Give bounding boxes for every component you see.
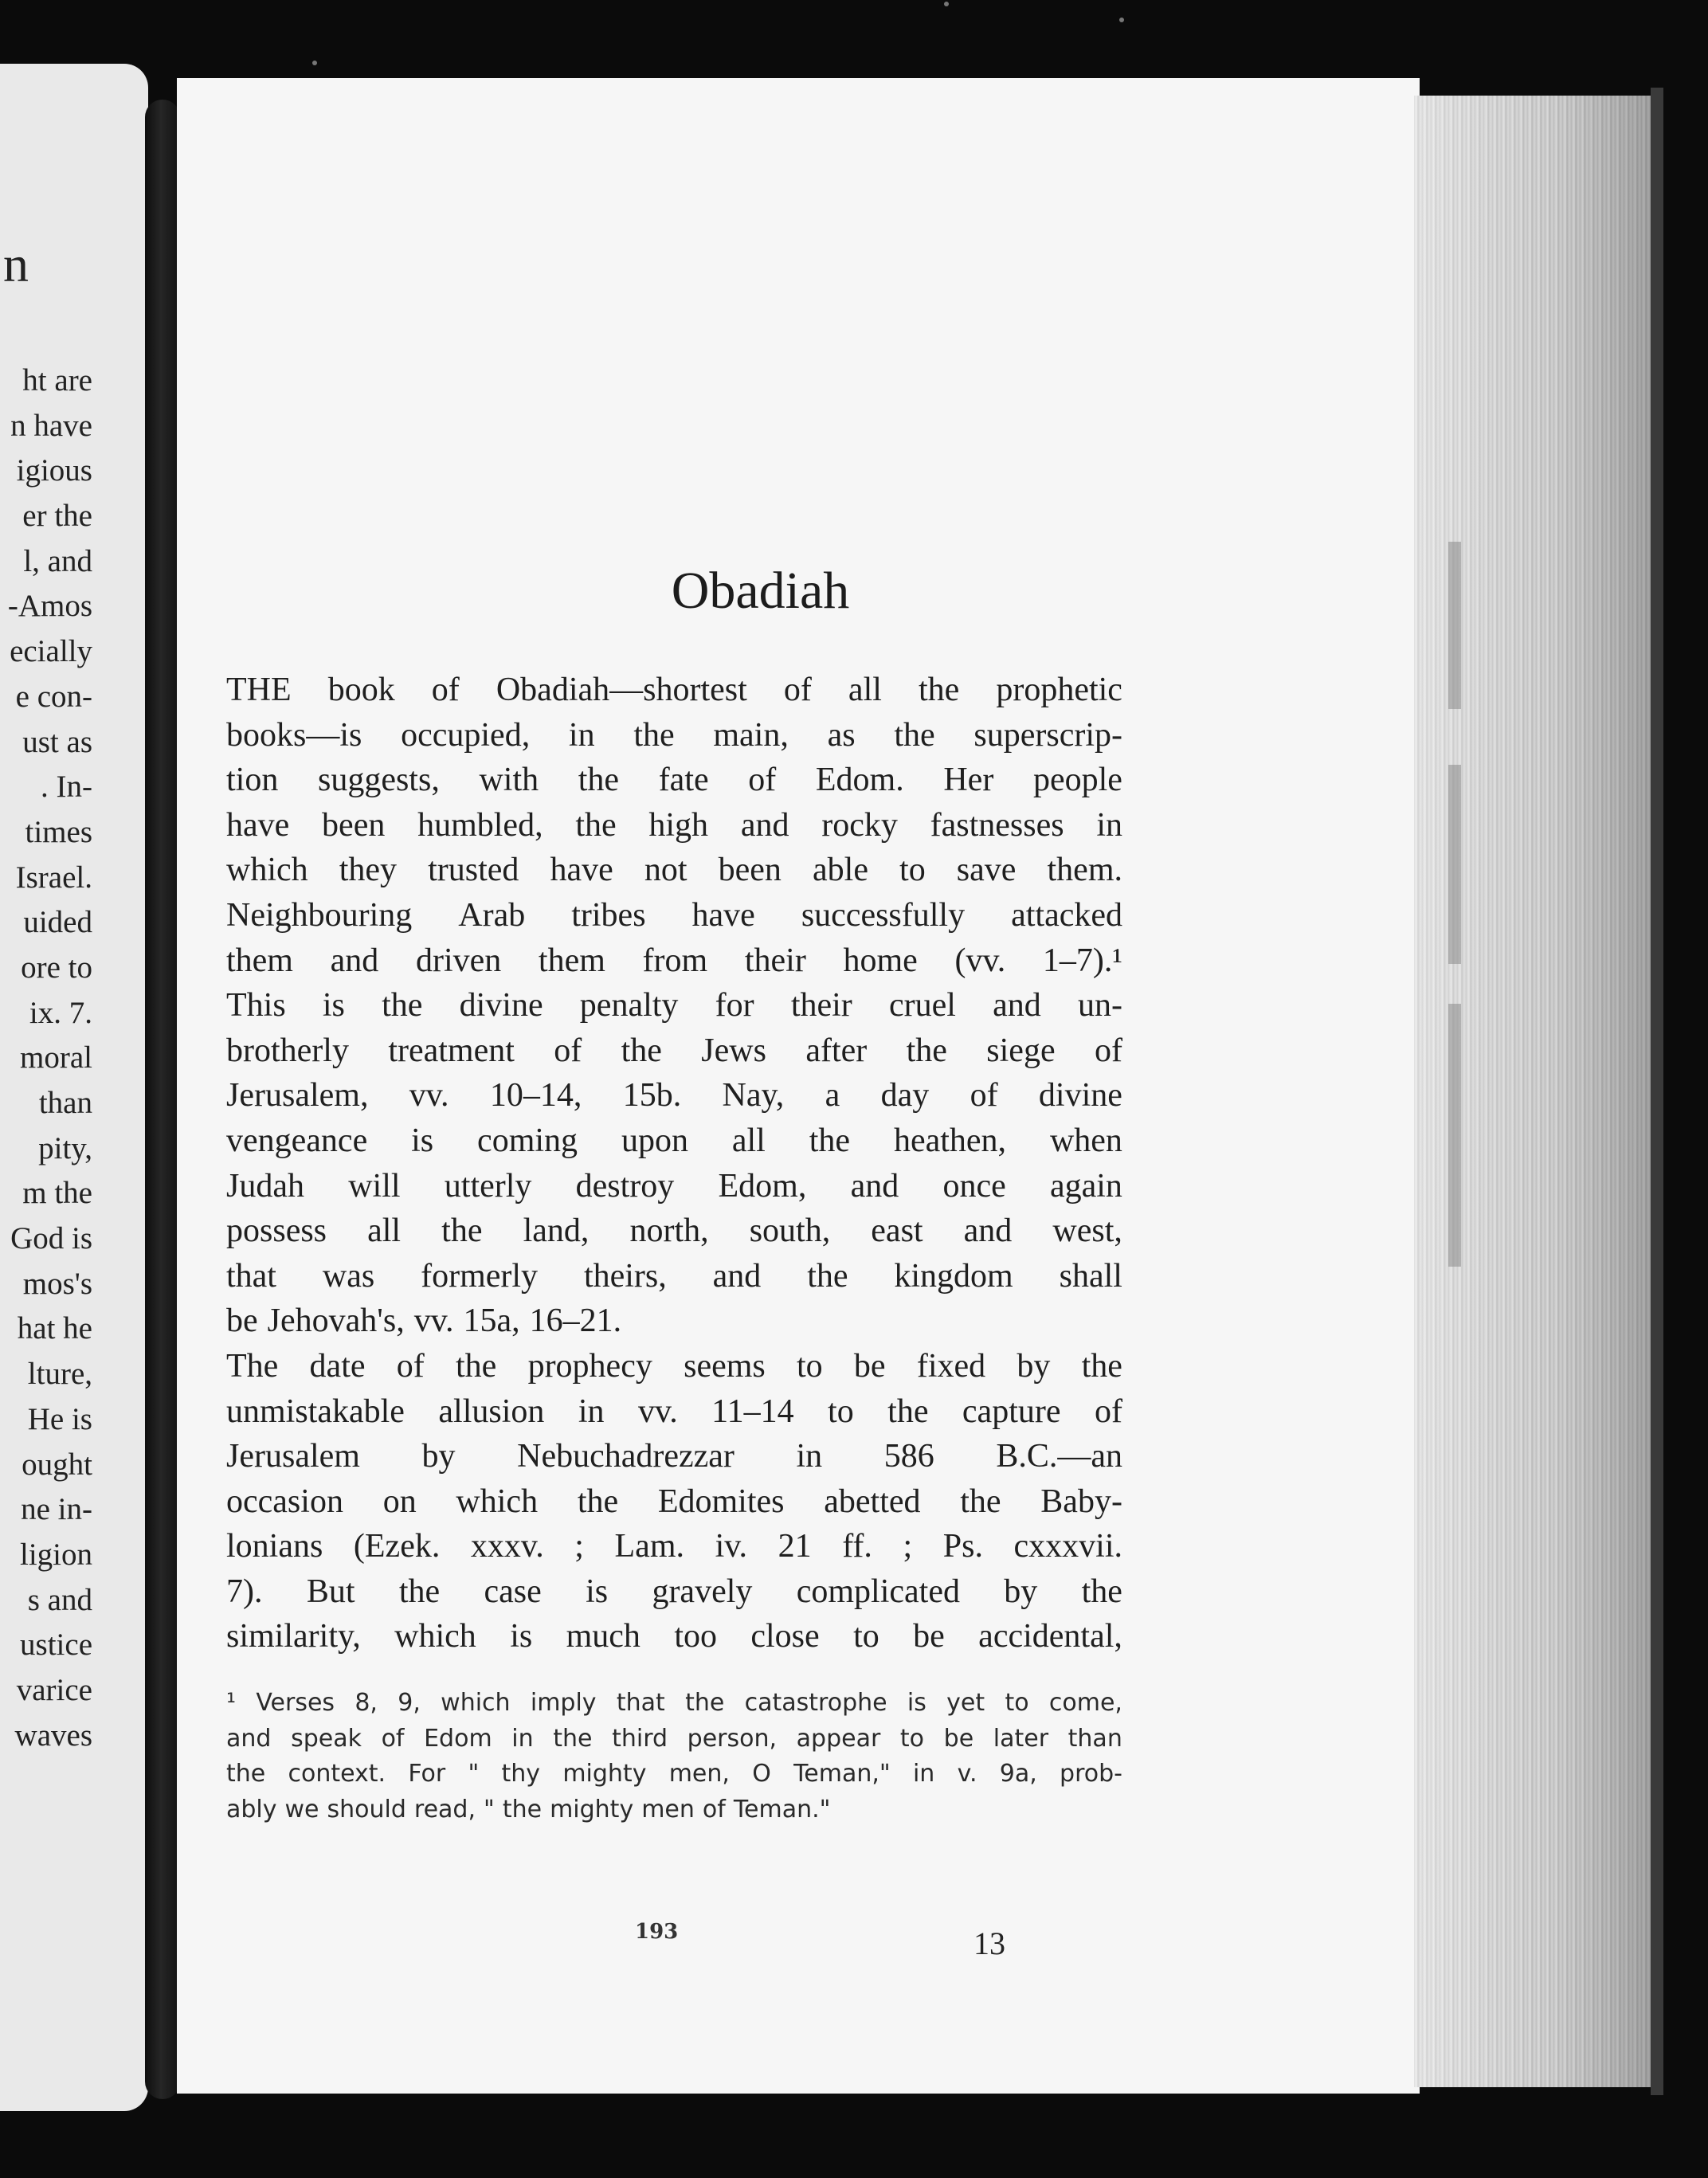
facing-page-line: lture,: [27, 1357, 92, 1392]
edge-stamp: [1448, 765, 1461, 964]
facing-page-line: ore to: [21, 950, 92, 985]
facing-page-line: -Amos: [7, 589, 92, 624]
text-line: that was formerly theirs, and the kingdom shall: [226, 1257, 1122, 1295]
facing-page-line: times: [25, 814, 92, 849]
footnote-line: and speak of Edom in the third person, appear to be later than: [226, 1724, 1122, 1753]
text-line: Jerusalem by Nebuchadrezzar in 586 B.C.—an: [226, 1438, 1122, 1475]
text-line: have been humbled, the high and rocky fastnesses in: [226, 806, 1122, 844]
text-line: The date of the prophecy seems to be fixed by the: [226, 1347, 1122, 1385]
text-line: This is the divine penalty for their cruel and un-: [226, 987, 1122, 1024]
book-cover-edge: [1651, 88, 1663, 2095]
text-line: possess all the land, north, south, east and west,: [226, 1212, 1122, 1250]
facing-page-line: ustice: [20, 1628, 92, 1663]
facing-page-line: e con-: [15, 679, 92, 714]
text-line: Judah will utterly destroy Edom, and once again: [226, 1167, 1122, 1205]
footnote-line: the context. For " thy mighty men, O Teman," in v. 9a, prob-: [226, 1760, 1122, 1788]
text-line: unmistakable allusion in vv. 11–14 to the capture of: [226, 1393, 1122, 1430]
facing-page-line: ix. 7.: [29, 995, 92, 1030]
book-gutter: [145, 100, 180, 2099]
text-line: them and driven them from their home (vv. 1–7).¹: [226, 942, 1122, 979]
facing-page-line: mos's: [22, 1266, 92, 1301]
facing-page-line: s and: [27, 1582, 92, 1617]
body-text: [226, 668, 1122, 1659]
facing-page-line: waves: [14, 1718, 92, 1753]
scan-speck: [944, 2, 949, 6]
facing-page-line: hat he: [17, 1311, 92, 1346]
scan-speck: [1119, 18, 1124, 22]
facing-page-line: ecially: [10, 634, 92, 669]
text-line: which they trusted have not been able to save them.: [226, 852, 1122, 889]
facing-page-line: er the: [22, 499, 92, 534]
facing-page-line: . In-: [41, 770, 92, 805]
facing-page-line: ought: [22, 1447, 92, 1482]
facing-page-fragment: [0, 64, 148, 2111]
facing-page-line: ligion: [19, 1537, 92, 1572]
facing-page-line: n have: [10, 408, 92, 443]
facing-page-line: ne in-: [21, 1492, 92, 1527]
edge-stamp: [1448, 1004, 1461, 1267]
facing-page-line: ht are: [22, 363, 92, 398]
facing-page-line: varice: [16, 1672, 92, 1707]
facing-page-line: l, and: [23, 543, 92, 578]
facing-page-line: igious: [16, 453, 92, 488]
facing-page-line: God is: [10, 1221, 92, 1256]
signature-mark: 13: [973, 1925, 1005, 1961]
text-line: THE book of Obadiah—shortest of all the prophetic: [226, 668, 1122, 713]
footnote-line: ¹ Verses 8, 9, which imply that the catastrophe is yet to come,: [226, 1689, 1122, 1717]
facing-page-line: moral: [20, 1040, 92, 1075]
edge-stamp: [1448, 542, 1461, 709]
text-line: similarity, which is much too close to be accidental,: [226, 1618, 1122, 1655]
footnote: [226, 1686, 1122, 1827]
facing-page-line: m the: [22, 1176, 92, 1211]
text-line: Jerusalem, vv. 10–14, 15b. Nay, a day of divine: [226, 1077, 1122, 1114]
text-line: books—is occupied, in the main, as the superscrip-: [226, 716, 1122, 754]
facing-page-line: uided: [23, 905, 92, 940]
facing-page-heading: n: [3, 236, 29, 292]
facing-page-line: than: [38, 1086, 92, 1120]
footnote-line: ably we should read, " the mighty men of Teman.": [226, 1795, 831, 1823]
text-line: lonians (Ezek. xxxv. ; Lam. iv. 21 ff. ; Ps. cxxxvii.: [226, 1528, 1122, 1565]
text-line: occasion on which the Edomites abetted the Baby-: [226, 1483, 1122, 1520]
chapter-title: Obadiah: [671, 562, 850, 620]
text-line: Neighbouring Arab tribes have successfully attacked: [226, 896, 1122, 934]
facing-page-line: pity,: [38, 1130, 92, 1165]
facing-page-text: [0, 358, 92, 1758]
facing-page-line: Israel.: [15, 860, 92, 895]
facing-page-line: He is: [27, 1401, 92, 1436]
book-page: [177, 78, 1420, 2094]
scan-speck: [312, 61, 317, 65]
text-line: 7). But the case is gravely complicated by the: [226, 1573, 1122, 1610]
page-number: 193: [635, 1920, 679, 1944]
text-line: vengeance is coming upon all the heathen, when: [226, 1122, 1122, 1159]
drop-word: THE: [226, 672, 292, 708]
text-line: tion suggests, with the fate of Edom. Her people: [226, 762, 1122, 799]
text-line: be Jehovah's, vv. 15a, 16–21.: [226, 1302, 622, 1340]
text-line: brotherly treatment of the Jews after the siege of: [226, 1032, 1122, 1069]
facing-page-line: ust as: [22, 724, 92, 759]
